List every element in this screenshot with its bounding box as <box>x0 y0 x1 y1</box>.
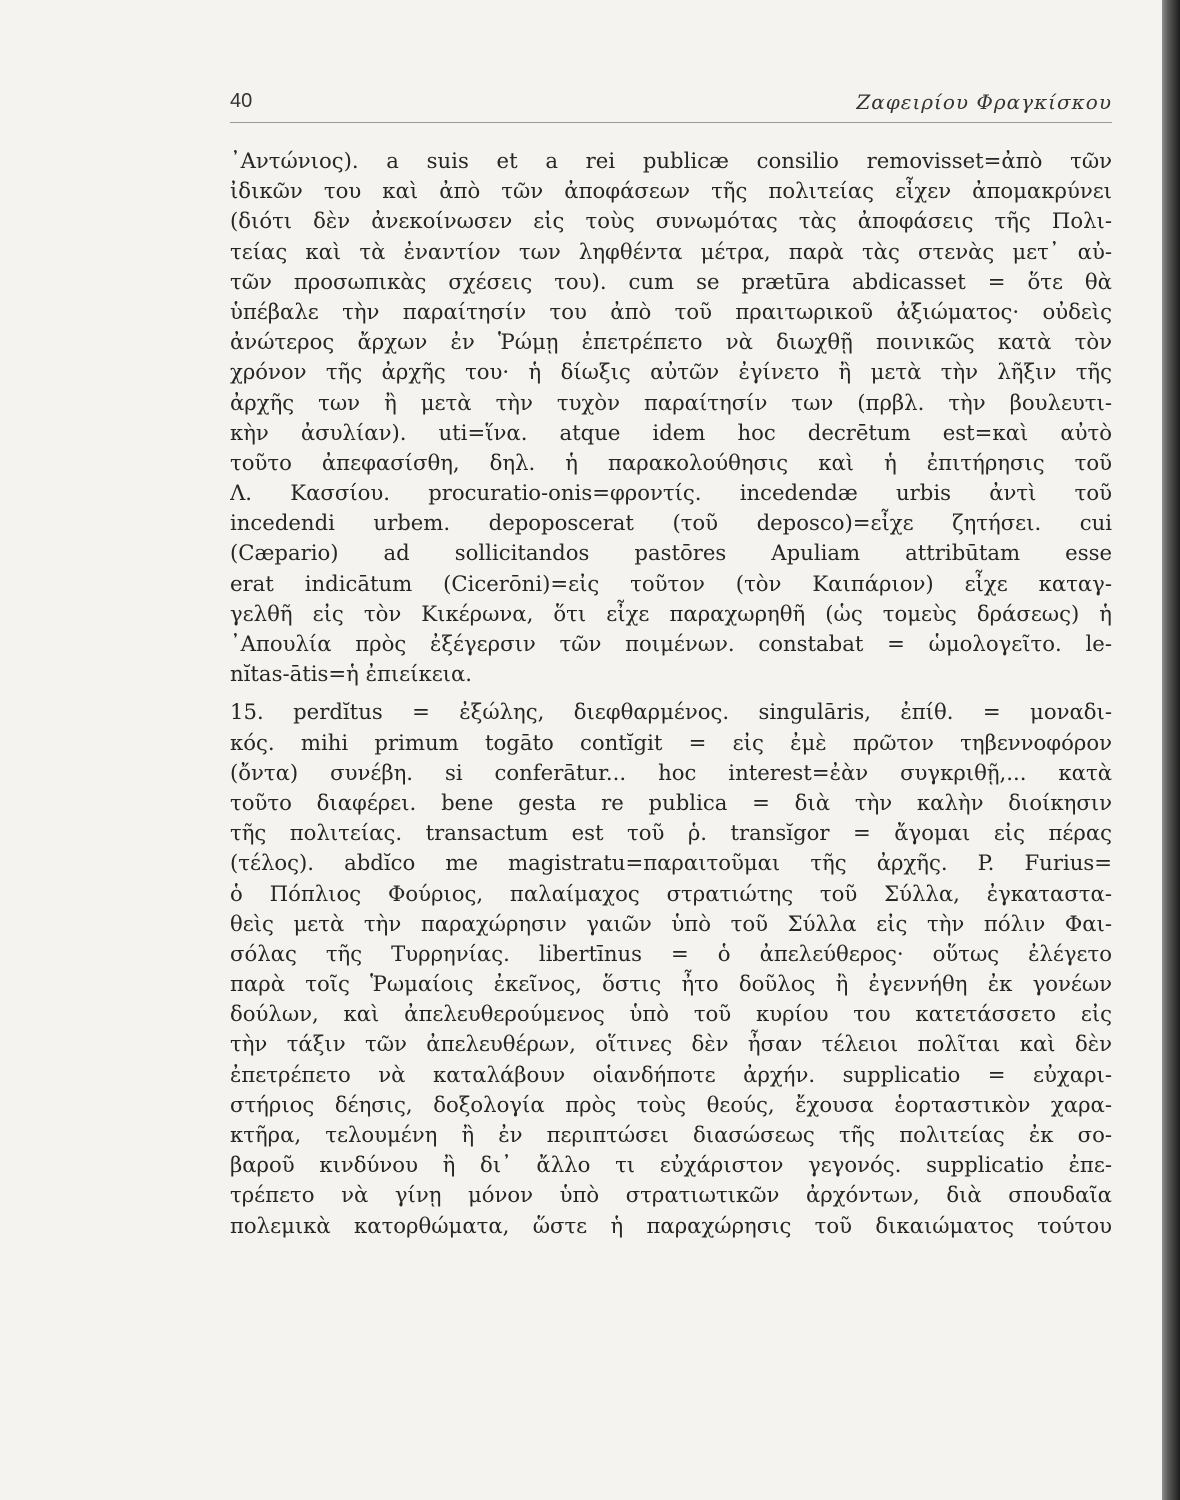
text-line: (ὄντα) συνέβη. si conferātur... hoc interest=ἐὰν συγκριθῇ,... κατὰ <box>230 759 1112 785</box>
text-line: κός. mihi primum togāto contĭgit = εἰς ἐμὲ πρῶτον τηβεννοφόρον <box>230 729 1112 755</box>
text-line: ᾿Απουλία πρὸς ἐξέγερσιν τῶν ποιμένων. constabat = ὡμολογεῖτο. le- <box>230 631 1112 656</box>
text-line: στήριος δέησις, δοξολογία πρὸς τοὺς θεούς, ἔχουσα ἑορταστικὸν χαρα- <box>230 1091 1112 1117</box>
text-line: θεὶς μετὰ τὴν παραχώρησιν γαιῶν ὑπὸ τοῦ Σύλλα εἰς τὴν πόλιν Φαι- <box>230 910 1112 936</box>
text-line: κτῆρα, τελουμένη ἢ ἐν περιπτώσει διασώσεως τῆς πολιτείας ἐκ σο- <box>230 1122 1112 1147</box>
text-line: nĭtas-ātis=ἡ ἐπιείκεια. <box>230 661 473 687</box>
book-spine-edge <box>1162 0 1180 1500</box>
text-line: incedendi urbem. depoposcerat (τοῦ deposco)=εἶχε ζητήσει. cui <box>230 510 1112 536</box>
text-line: τείας καὶ τὰ ἐναντίον των ληφθέντα μέτρα, παρὰ τὰς στενὰς μετ᾿ αὐ- <box>230 238 1112 264</box>
text-line: σόλας τῆς Τυρρηνίας. libertīnus = ὁ ἀπελεύθερος· οὕτως ἐλέγετο <box>230 940 1112 966</box>
text-line: κὴν ἀσυλίαν). uti=ἵνα. atque idem hoc decrētum est=καὶ αὐτὸ <box>230 419 1112 445</box>
text-line: ἀνώτερος ἄρχων ἐν Ῥώμῃ ἐπετρέπετο νὰ διωχθῇ ποινικῶς κατὰ τὸν <box>230 329 1112 355</box>
text-line: (διότι δὲν ἀνεκοίνωσεν εἰς τοὺς συνωμότας τὰς ἀποφάσεις τῆς Πολι- <box>230 208 1112 234</box>
text-line: χρόνον τῆς ἀρχῆς του· ἡ δίωξις αὐτῶν ἐγίνετο ἢ μετὰ τὴν λῆξιν τῆς <box>230 359 1112 385</box>
text-line: βαροῦ κινδύνου ἢ δι᾿ ἄλλο τι εὐχάριστον γεγονός. supplicatio ἐπε- <box>230 1152 1112 1178</box>
text-line: ὑπέβαλε τὴν παραίτησίν του ἀπὸ τοῦ πραιτωρικοῦ ἀξιώματος· οὐδεὶς <box>230 298 1112 324</box>
text-line: πολεμικὰ κατορθώματα, ὥστε ἡ παραχώρησις τοῦ δικαιώματος τούτου <box>230 1212 1112 1238</box>
text-line: τοῦτο ἀπεφασίσθη, δηλ. ἡ παρακολούθησις καὶ ἡ ἐπιτήρησις τοῦ <box>230 449 1112 475</box>
text-line: παρὰ τοῖς Ῥωμαίοις ἐκεῖνος, ὅστις ἦτο δοῦλος ἢ ἐγεννήθη ἐκ γονέων <box>230 971 1112 997</box>
text-line: ὁ Πόπλιος Φούριος, παλαίμαχος στρατιώτης τοῦ Σύλλα, ἐγκαταστα- <box>230 880 1112 906</box>
text-line: γελθῆ εἰς τὸν Κικέρωνα, ὅτι εἶχε παραχωρηθῆ (ὡς τομεὺς δράσεως) ἡ <box>230 600 1112 626</box>
paragraph-commentary-14 <box>230 146 1112 689</box>
text-line: δούλων, καὶ ἀπελευθερούμενος ὑπὸ τοῦ κυρίου του κατετάσσετο εἰς <box>230 1001 1112 1027</box>
text-line: τοῦτο διαφέρει. bene gesta re publica = διὰ τὴν καλὴν διοίκησιν <box>230 789 1112 815</box>
text-line: ἐπετρέπετο νὰ καταλάβουν οἱανδήποτε ἀρχήν. supplicatio = εὐχαρι- <box>230 1061 1112 1087</box>
text-line: Λ. Κασσίου. procuratio-onis=φροντίς. incedendæ urbis ἀντὶ τοῦ <box>230 480 1112 506</box>
text-line: (Cæpario) ad sollicitandos pastōres Apuliam attribūtam esse <box>230 540 1112 566</box>
text-line: τῆς πολιτείας. transactum est τοῦ ῥ. transĭgor = ἄγομαι εἰς πέρας <box>230 820 1112 846</box>
text-line: ᾿Αντώνιος). a suis et a rei publicæ consilio removisset=ἀπὸ τῶν <box>230 148 1112 173</box>
text-line: ἰδικῶν του καὶ ἀπὸ τῶν ἀποφάσεων τῆς πολιτείας εἶχεν ἀπομακρύνει <box>230 178 1112 204</box>
text-line: 15. perdĭtus = ἐξώλης, διεφθαρμένος. singulāris, ἐπίθ. = μοναδι- <box>230 699 1112 725</box>
page-number: 40 <box>230 90 253 112</box>
paragraph-gap <box>230 689 1112 697</box>
running-head: Ζαφειρίου Φραγκίσκου <box>856 90 1112 114</box>
text-line: τὴν τάξιν τῶν ἀπελευθέρων, οἵτινες δὲν ἦσαν τέλειοι πολῖται καὶ δὲν <box>230 1031 1112 1057</box>
text-line: ἀρχῆς των ἢ μετὰ τὴν τυχὸν παραίτησίν των (πρβλ. τὴν βουλευτι- <box>230 389 1112 415</box>
text-line: τρέπετο νὰ γίνῃ μόνον ὑπὸ στρατιωτικῶν ἀρχόντων, διὰ σπουδαῖα <box>230 1182 1112 1208</box>
page-body <box>230 146 1112 1241</box>
paragraph-commentary-15 <box>230 697 1112 1240</box>
text-line: τῶν προσωπικὰς σχέσεις του). cum se prætūra abdicasset = ὅτε θὰ <box>230 268 1112 294</box>
text-line: (τέλος). abdĭco me magistratu=παραιτοῦμαι τῆς ἀρχῆς. P. Furius= <box>230 850 1112 876</box>
page-header <box>230 88 1112 123</box>
text-line: erat indicātum (Cicerōni)=εἰς τοῦτον (τὸν Καιπάριον) εἶχε καταγ- <box>230 570 1112 596</box>
